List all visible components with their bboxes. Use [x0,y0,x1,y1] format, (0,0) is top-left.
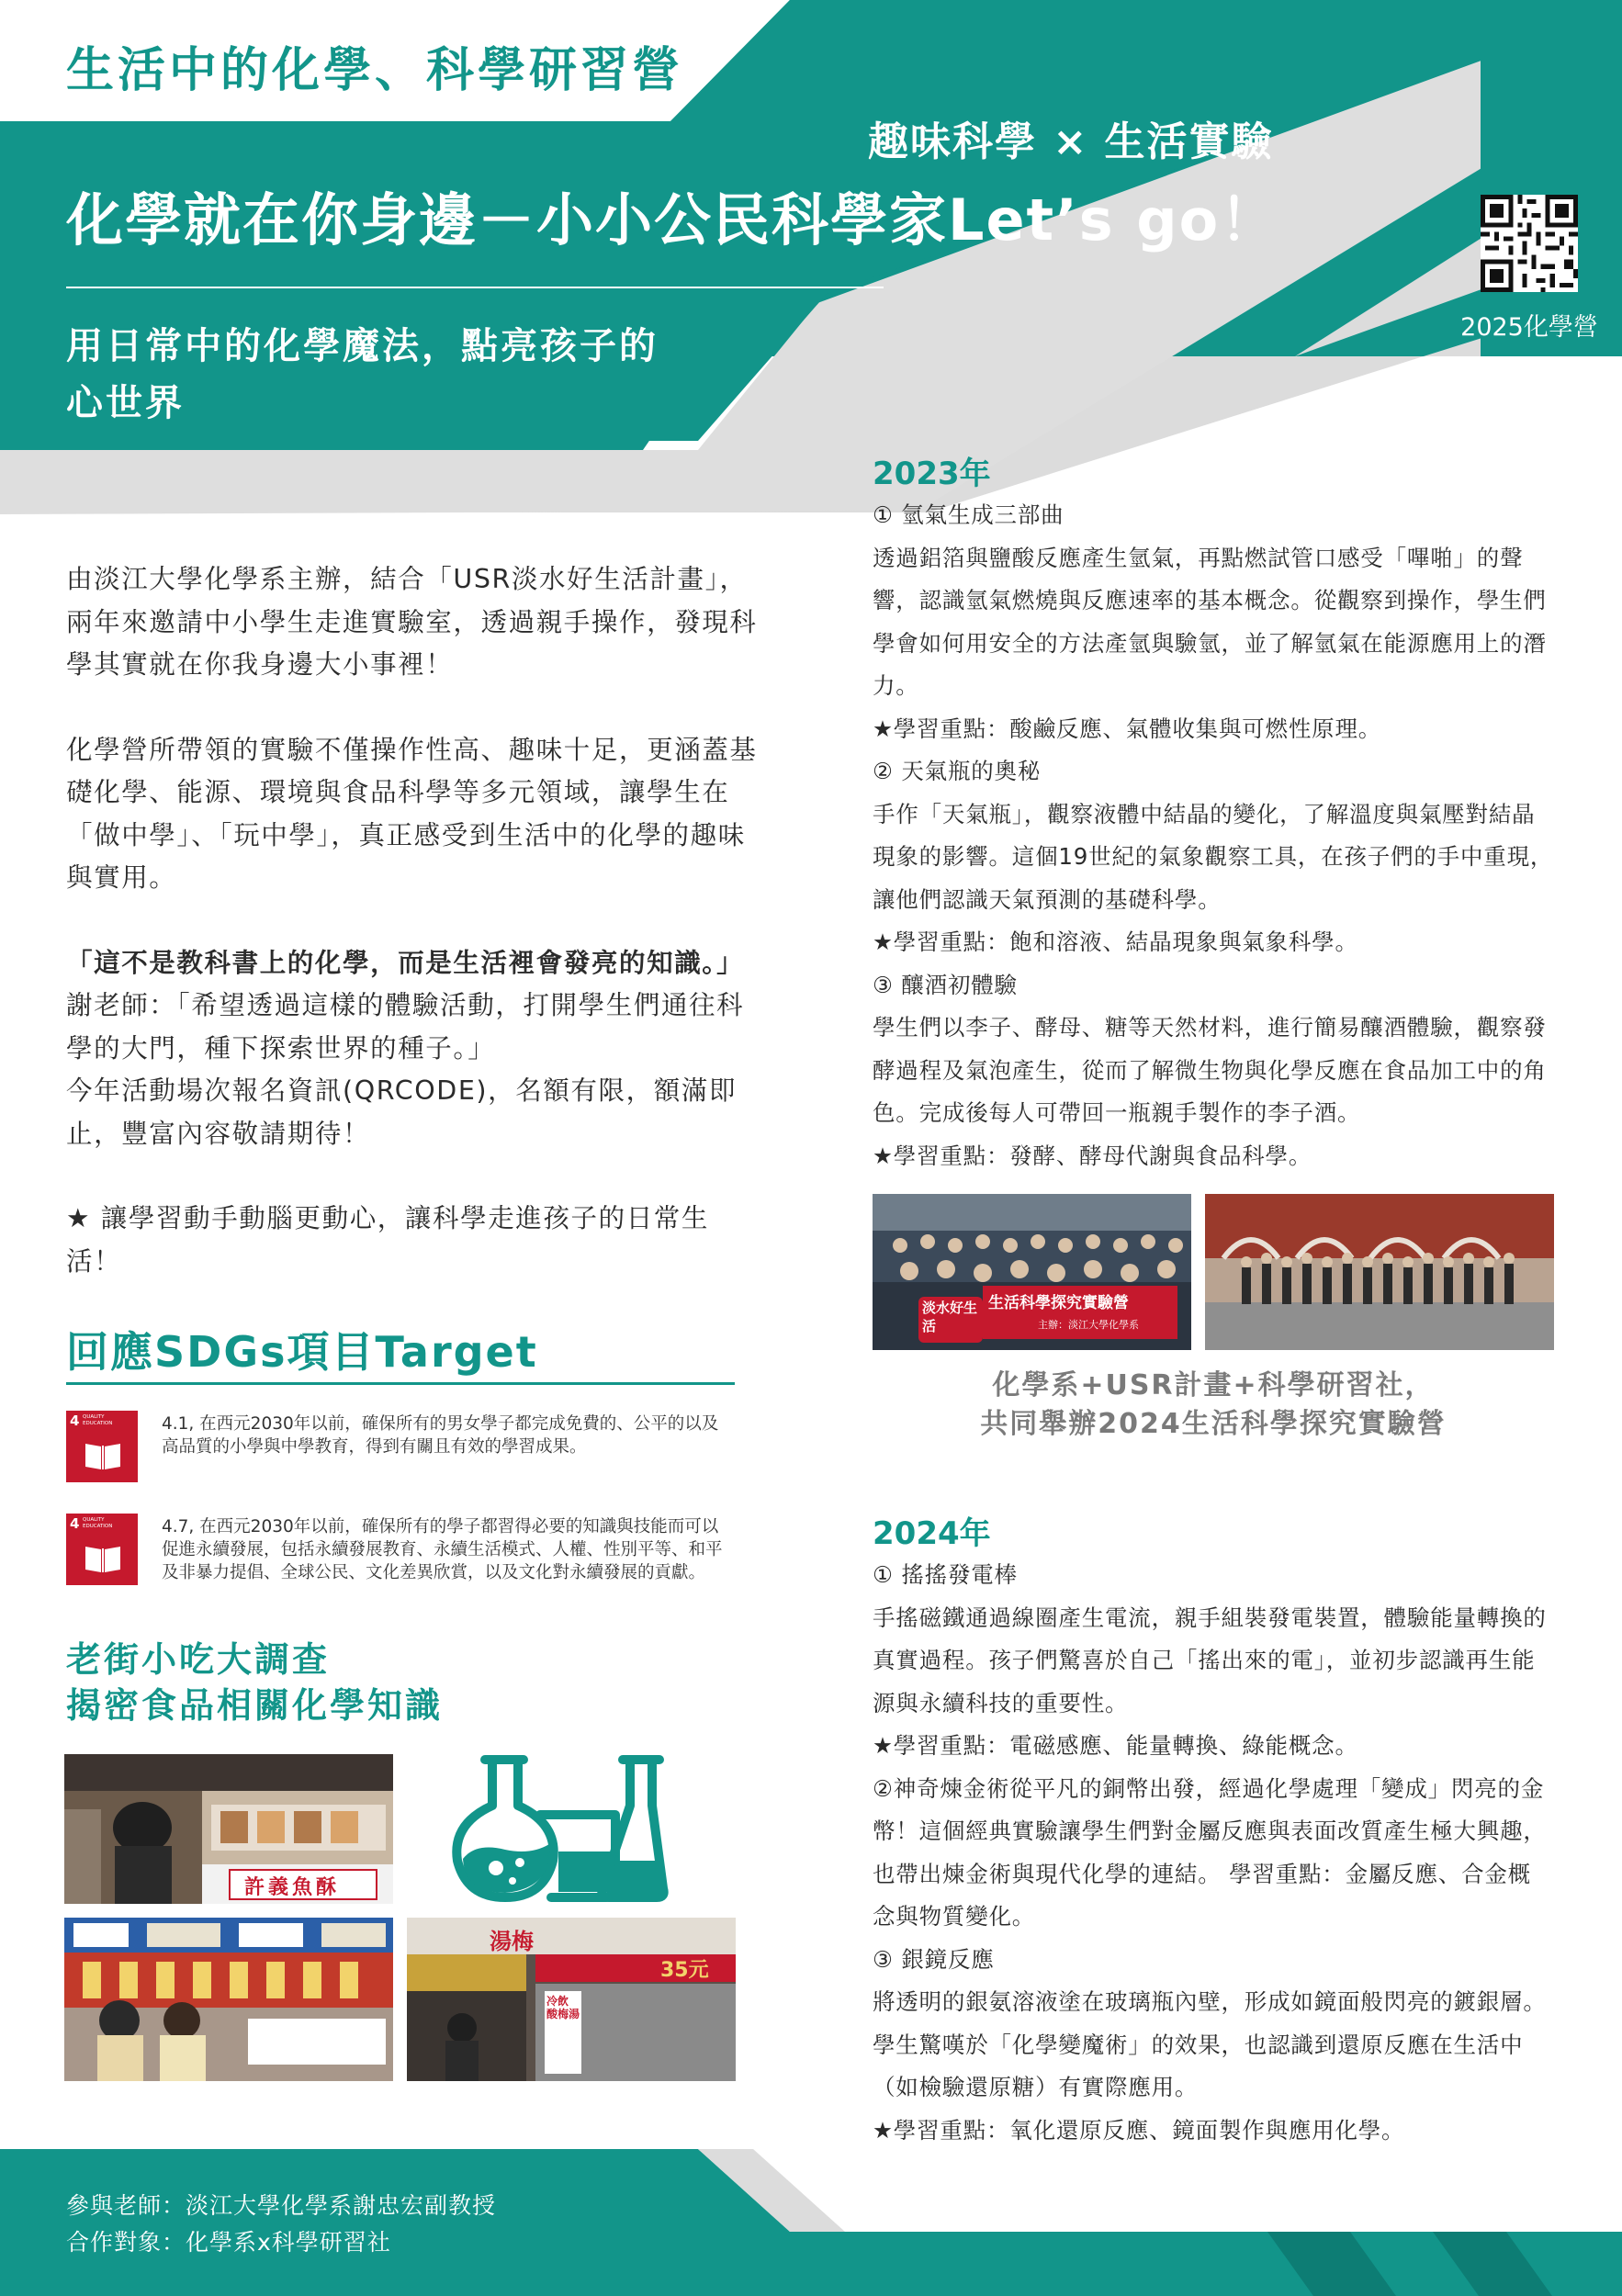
intro-paragraph-2: 化學營所帶領的實驗不僅操作性高、趣味十足，更涵蓋基礎化學、能源、環境與食品科學等多元領域，讓學生在「做中學」、「玩中學」，真正感受到生活中的化學的趣味與實用。 [66,734,758,893]
photo-lecture-hall-group [873,1194,1191,1350]
year-2023-content [873,494,1554,1177]
intro-quote: 「這不是教科書上的化學，而是生活裡會發亮的知識。」 [66,947,745,978]
activity-title: ③ 銀鏡反應 [873,1945,995,1973]
activity-body: 手作「天氣瓶」，觀察液體中結晶的變化，了解溫度與氣壓對結晶現象的影響。這個19世紀的氣象觀察工具，在孩子們的手中重現，讓他們認識天氣預測的基礎科學。 [873,800,1554,913]
photo-outdoor-group [1205,1194,1554,1350]
intro-paragraph-3: 謝老師：「希望透過這樣的體驗活動，打開學生們通往科學的大門，種下探索世界的種子。」 [66,990,745,1064]
food-heading-line-1: 老街小吃大調查 [66,1639,331,1680]
photo-old-street-shop [64,1754,393,1904]
food-heading [66,1637,443,1728]
chemistry-flask-icon [439,1750,678,1905]
qr-label: 2025化學營 [1460,313,1598,342]
activity-focus: ★學習重點：電磁感應、能量轉換、綠能概念。 [873,1732,1358,1759]
intro-paragraph-5: ★ 讓學習動手動腦更動心，讓科學走進孩子的日常生活！ [66,1203,710,1277]
activity-focus: ★學習重點：飽和溶液、結晶現象與氣象科學。 [873,929,1358,955]
banner-right-text: 生活科學探究實驗營 [988,1294,1129,1312]
photo-plum-drink-stall [407,1918,736,2081]
sdg-icon-number: 4 [70,1412,80,1429]
qr-code-icon[interactable] [1481,195,1578,292]
photo-snack-stall [64,1918,393,2081]
drink-board-text: 冷飲 酸梅湯 [546,1995,580,2020]
page-title: 化學就在你身邊－小小公民科學家Let’s go！ [66,186,1279,253]
stall-sign-text: 湯梅 [490,1929,534,1954]
activity-focus: ★學習重點：發酵、酵母代謝與食品科學。 [873,1142,1312,1169]
subtitle: 趣味科學 × 生活實驗 [868,118,1274,165]
year-2024-heading: 2024年 [873,1515,991,1552]
footer-partner: 合作對象：化學系x科學研習社 [66,2229,391,2256]
footer-teacher: 參與老師：淡江大學化學系謝忠宏副教授 [66,2192,497,2219]
camp-name: 生活中的化學、科學研習營 [66,43,684,98]
sdg-icon-number: 4 [70,1515,80,1532]
price-text: 35元 [660,1959,709,1982]
activity-title: ① 搖搖發電棒 [873,1561,1018,1588]
banner-left-text: 淡水好生活 [922,1300,978,1334]
activity-focus: ★學習重點：酸鹼反應、氣體收集與可燃性原理。 [873,715,1382,742]
caption-line-2: 共同舉辦2024生活科學探究實驗營 [980,1408,1447,1440]
sdg-icon-label: QUALITY EDUCATION [83,1517,113,1529]
footer [66,2188,496,2261]
activity-title: ① 氫氣生成三部曲 [873,501,1064,528]
tagline-line-1: 用日常中的化學魔法，點亮孩子的 [66,325,659,367]
caption-line-1: 化學系+USR計畫+科學研習社， [992,1369,1435,1401]
intro-paragraph-1: 由淡江大學化學系主辦，結合「USR淡水好生活計畫」，兩年來邀請中小學生走進實驗室，透過親手操作，發現科學其實就在你我身邊大小事裡！ [66,564,758,680]
year-2023-heading: 2023年 [873,456,991,492]
activity-body: 手搖磁鐵通過線圈產生電流，親手組裝發電裝置，體驗能量轉換的真實過程。孩子們驚喜於自己「搖出來的電」，並初步認識再生能源與永續科技的重要性。 [873,1604,1547,1716]
sdg-item-text: 4.7, 在西元2030年以前，確保所有的學子都習得必要的知識與技能而可以促進永續發展，包括永續發展教育、永續生活模式、人權、性別平等、和平及非暴力提倡、全球公民、文化差異欣賞，以及文化對永續發展的貢獻。 [162,1517,723,1582]
year-2024-content [873,1554,1554,2152]
activity-title: ② 天氣瓶的奧秘 [873,758,1042,784]
activity-body: 學生們以李子、酵母、糖等天然材料，進行簡易釀酒體驗，觀察發酵過程及氣泡產生，從而了解微生物與化學反應在食品加工中的角色。完成後每人可帶回一瓶親手製作的李子酒。 [873,1014,1547,1126]
tagline [66,318,727,432]
shop-sign-text: 許義魚酥 [244,1876,341,1899]
sdgs-heading: 回應SDGs項目Target [66,1327,538,1377]
sdg-4-icon [66,1411,138,1482]
photo-caption [873,1367,1554,1444]
sdgs-divider [66,1382,735,1385]
activity-body: 將透明的銀氨溶液塗在玻璃瓶內壁，形成如鏡面般閃亮的鍍銀層。學生驚嘆於「化學變魔術」的效果，也認識到還原反應在生活中（如檢驗還原糖）有實際應用。 [873,1988,1547,2100]
banner-small-text: 主辦：淡江大學化學系 [1038,1319,1139,1331]
activity-focus: ★學習重點：氧化還原反應、鏡面製作與應用化學。 [873,2116,1405,2144]
tagline-line-2: 心世界 [66,382,185,424]
intro-section [66,558,760,1283]
food-heading-line-2: 揭密食品相關化學知識 [66,1685,444,1726]
intro-paragraph-4: 今年活動場次報名資訊(QRCODE)，名額有限，額滿即止，豐富內容敬請期待！ [66,1075,738,1149]
activity-body: ②神奇煉金術從平凡的銅幣出發，經過化學處理「變成」閃亮的金幣！這個經典實驗讓學生們對金屬反應與表面改質產生極大興趣，也帶出煉金術與現代化學的連結。 學習重點：金屬反應、合金概念與物質變化。 [873,1774,1547,1930]
activity-body: 透過鋁箔與鹽酸反應產生氫氣，再點燃試管口感受「嗶啪」的聲響，認識氫氣燃燒與反應速率的基本概念。從觀察到操作，學生們學會如何用安全的方法產氫與驗氫，並了解氫氣在能源應用上的潛力。 [873,544,1547,699]
activity-title: ③ 釀酒初體驗 [873,971,1018,998]
sdg-icon-label: QUALITY EDUCATION [83,1414,113,1426]
sdg-item-text: 4.1, 在西元2030年以前，確保所有的男女學子都完成免費的、公平的以及高品質的小學與中學教育，得到有關且有效的學習成果。 [162,1414,719,1457]
sdg-4-icon [66,1514,138,1585]
